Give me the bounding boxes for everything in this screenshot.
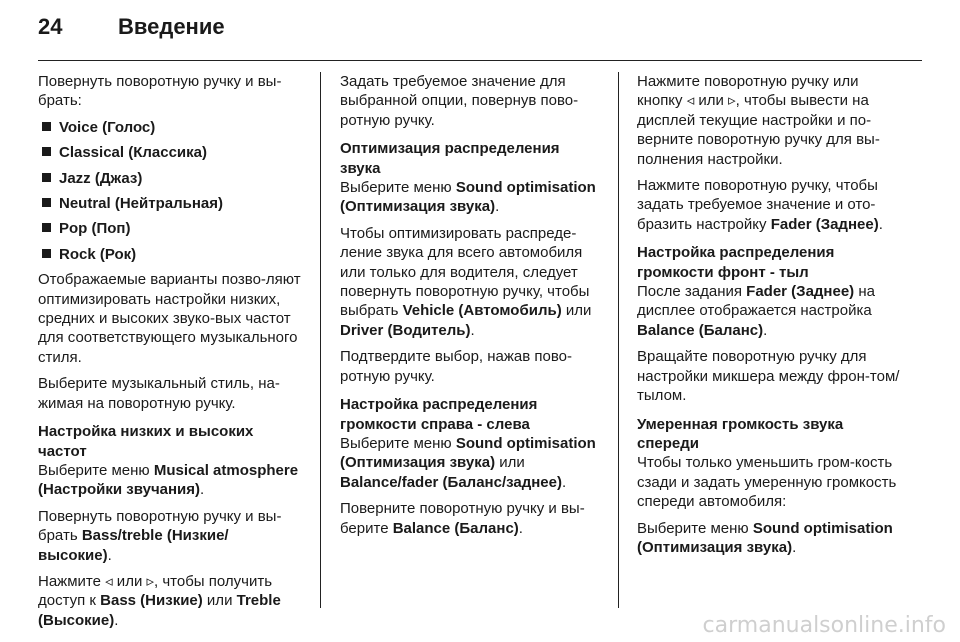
list-item: Jazz (Джаз) [38,169,302,188]
style-list [38,118,302,264]
watermark: carmanualsonline.info [702,613,946,638]
section-heading: Настройка распределения громкости фронт - тыл [637,244,835,281]
column-divider-1 [320,72,321,608]
paragraph: Выберите меню Sound optimisation (Оптимизация звука). [340,179,596,216]
section-heading: Настройка распределения громкости справа - слева [340,396,538,433]
paragraph: Чтобы оптимизировать распреде-ление звука для всего автомобиля или только для водителя, следует повернуть поворотную ручку, чтобы выбрать Vehicle (Автомобиль) или Driver (Водитель). [340,224,592,339]
square-bullet-icon [42,173,51,182]
chapter-title: Введение [118,14,225,39]
square-bullet-icon [42,249,51,258]
list-item: Pop (Поп) [38,219,302,238]
paragraph: Задать требуемое значение для выбранной опции, повернув пово-ротную ручку. [340,73,579,129]
section-heading: Умеренная громкость звука спереди [637,415,844,452]
page-number: 24 [38,14,63,39]
paragraph: Нажмите поворотную ручку или кнопку ◃ или ▹, чтобы вывести на дисплей текущие настройки и по-верните поворотную ручку для вы-полнения настройки. [637,73,880,168]
paragraph: Выберите музыкальный стиль, на-жимая на поворотную ручку. [38,375,280,412]
section-heading: Настройка низких и высоких частот [38,423,254,460]
paragraph: Вращайте поворотную ручку для настройки микшера между фрон-том/тылом. [637,348,900,405]
list-item: Classical (Классика) [38,143,302,162]
paragraph: После задания Fader (Заднее) на дисплее отображается настройка Balance (Баланс). [637,283,875,339]
square-bullet-icon [42,198,51,207]
column-divider-2 [618,72,619,608]
paragraph: Нажмите ◃ или ▹, чтобы получить доступ к Bass (Низкие) или Treble (Высокие). [38,572,281,629]
square-bullet-icon [42,147,51,156]
paragraph: Нажмите поворотную ручку, чтобы задать требуемое значение и ото-бразить настройку Fader (Заднее). [637,177,883,233]
paragraph: Отображаемые варианты позво-ляют оптимизировать настройки низких, средних и высоких звуко-вых частот для соответствующего музыкального стиля. [38,271,301,366]
paragraph: Повернуть поворотную ручку и вы-брать: [38,73,282,110]
paragraph: Поверните поворотную ручку и вы-берите Balance (Баланс). [340,500,585,537]
list-item: Voice (Голос) [38,118,302,137]
paragraph: Подтвердите выбор, нажав пово-ротную ручку. [340,348,573,385]
paragraph: Повернуть поворотную ручку и вы-брать Bass/treble (Низкие/высокие). [38,507,282,564]
column-1 [38,72,302,637]
section-heading: Оптимизация распределения звука [340,140,560,177]
paragraph: Чтобы только уменьшить гром-кость сзади и задать умеренную громкость спереди автомобиля: [637,454,897,511]
list-item: Rock (Рок) [38,245,302,264]
paragraph: Выберите меню Sound optimisation (Оптимизация звука) или Balance/fader (Баланс/заднее). [340,434,596,491]
header-divider [38,60,922,61]
list-item: Neutral (Нейтральная) [38,194,302,213]
square-bullet-icon [42,122,51,131]
page-header [38,14,225,54]
paragraph: Выберите меню Musical atmosphere (Настройки звучания). [38,461,299,499]
column-2 [340,72,604,545]
paragraph: Выберите меню Sound optimisation (Оптимизация звука). [637,519,893,556]
square-bullet-icon [42,223,51,232]
column-3 [637,72,903,564]
